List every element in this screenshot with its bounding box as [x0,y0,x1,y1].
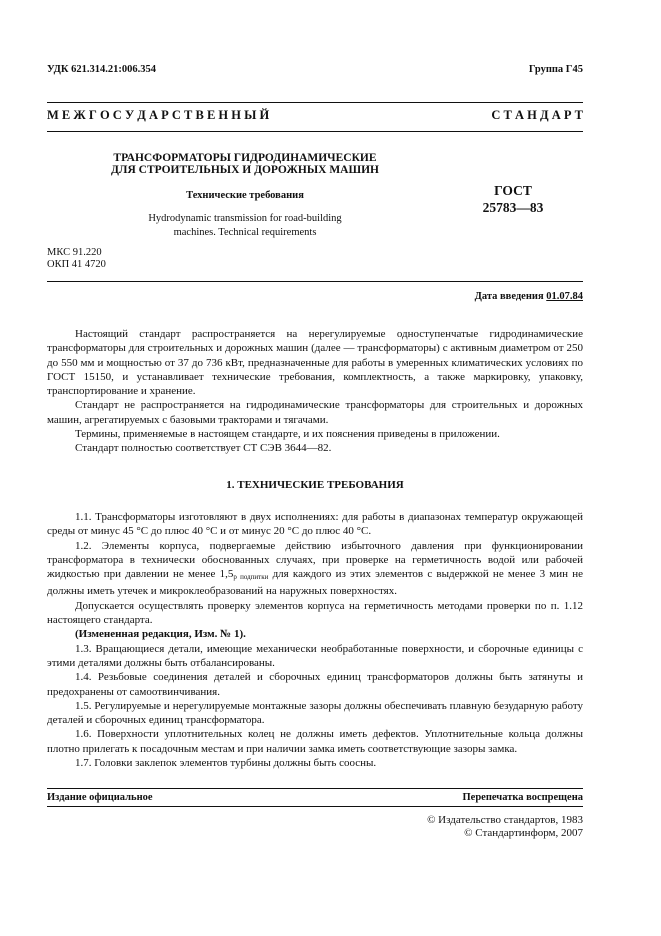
reprint-prohibited: Перепечатка воспрещена [462,792,583,803]
udk-code: УДК 621.314.21:006.354 [47,64,156,75]
effective-date-label: Дата введения [474,291,547,302]
clause-1-2-subscript: р подпитки [233,573,269,582]
official-edition: Издание официальное [47,792,153,803]
mks-code: МКС 91.220 [47,247,102,258]
gost-number [468,182,558,216]
title-line-1: ТРАНСФОРМАТОРЫ ГИДРОДИНАМИЧЕСКИЕ [113,152,377,164]
effective-date-value: 01.07.84 [546,291,583,302]
top-rule [47,102,583,103]
copyright-line-2: © Стандартинформ, 2007 [464,827,583,839]
copyright-block [427,814,583,840]
intro-paragraph: Стандарт полностью соответствует СТ СЭВ 3644—82. [75,442,332,455]
clause-1-6: 1.6. Поверхности уплотнительных колец не должны иметь дефектов. Уплотнительные кольца должны плотно прилегать к посадочным местам и при наличии замка иметь соответствующие зазоры замка. [47,728,583,755]
section-heading: 1. ТЕХНИЧЕСКИЕ ТРЕБОВАНИЯ [226,478,404,491]
gost-code: 25783—83 [482,200,544,215]
clause-1-2-note: Допускается осуществлять проверку элементов корпуса на герметичность методами проверки по п. 1.12 настоящего стандарта. [47,599,583,627]
document-subtitle: Технические требования [186,190,304,201]
title-line-2: ДЛЯ СТРОИТЕЛЬНЫХ И ДОРОЖНЫХ МАШИН [110,164,380,176]
footer-rule [47,788,583,789]
effective-date [475,291,583,302]
document-title [100,152,390,176]
english-title-line-2: machines. Technical requirements [173,227,317,238]
clause-1-5: 1.5. Регулируемые и нерегулируемые монтажные зазоры должны обеспечивать плавную безударную работу деталей и сборочных единиц трансформатора. [47,699,583,727]
banner-word-standard: С Т А Н Д А Р Т [491,108,583,122]
classification-codes [47,247,106,271]
banner-bottom-rule [47,131,583,132]
intro-paragraph: Настоящий стандарт распространяется на нерегулируемые одноступенчатые гидродинамические трансформаторы для строительных и дорожных машин (далее — трансформаторы) с активным диаметром от 250 до 550 мм и мощностью от 37 до 736 кВт, предназначенные для работы в умеренных климатических условиях по ГОСТ 15150, и устанавливает технические требования, комплектность, а также маркировку, упаковку, транспортирование и хранение. [47,328,583,398]
clause-1-3: 1.3. Вращающиеся детали, имеющие механически необработанные поверхности, и сборочные единицы с этими деталями должны быть отбалансированы. [47,642,583,669]
intro-paragraph: Термины, применяемые в настоящем стандарте, и их пояснения приведены в приложении. [75,428,500,441]
clause-1-7: 1.7. Головки заклепок элементов турбины должны быть соосны. [75,757,377,770]
clause-1-4: 1.4. Резьбовые соединения деталей и сборочных единиц трансформаторов должны быть затянуты и предохранены от самоотвинчивания. [47,671,583,698]
english-title-line-1: Hydrodynamic transmission for road-building [148,213,342,224]
date-rule [47,281,583,282]
gost-label: ГОСТ [494,183,532,198]
intro-paragraph: Стандарт не распространяется на гидродинамические трансформаторы для строительных и дорожных машин, агрегатируемых с базовыми тракторами и тягачами. [47,399,583,426]
footer-bottom-rule [47,806,583,807]
copyright-line-1: © Издательство стандартов, 1983 [427,814,583,826]
group-code: Группа Г45 [528,64,583,75]
clause-1-2-text-a: 1.2. Элементы корпуса, подвергаемые действию избыточного давления при функционировании трансформатора в технически обоснованных случаях, при проверке на герметичность водой или рабочей жидкостью при давлении не менее 1,5 [47,539,583,581]
document-body [47,327,583,770]
banner-word-interstate: М Е Ж Г О С У Д А Р С Т В Е Н Н Ы Й [47,108,270,122]
clause-1-1: 1.1. Трансформаторы изготовляют в двух исполнениях: для работы в диапазонах температур окружающей среды от минус 45 °С до плюс 40 °С и от минус 20 °С до плюс 40 °С. [47,510,583,538]
okp-code: ОКП 41 4720 [47,259,106,270]
clause-1-2 [47,539,583,599]
clause-1-2-text-b: для каждого из этих элементов с выдержкой не менее 3 мин не должны иметь утечек и микроклеобразований на наружных поверхностях. [47,568,583,598]
amendment-note: (Измененная редакция, Изм. № 1). [75,628,246,641]
standard-banner [47,108,583,123]
english-title [100,212,390,240]
